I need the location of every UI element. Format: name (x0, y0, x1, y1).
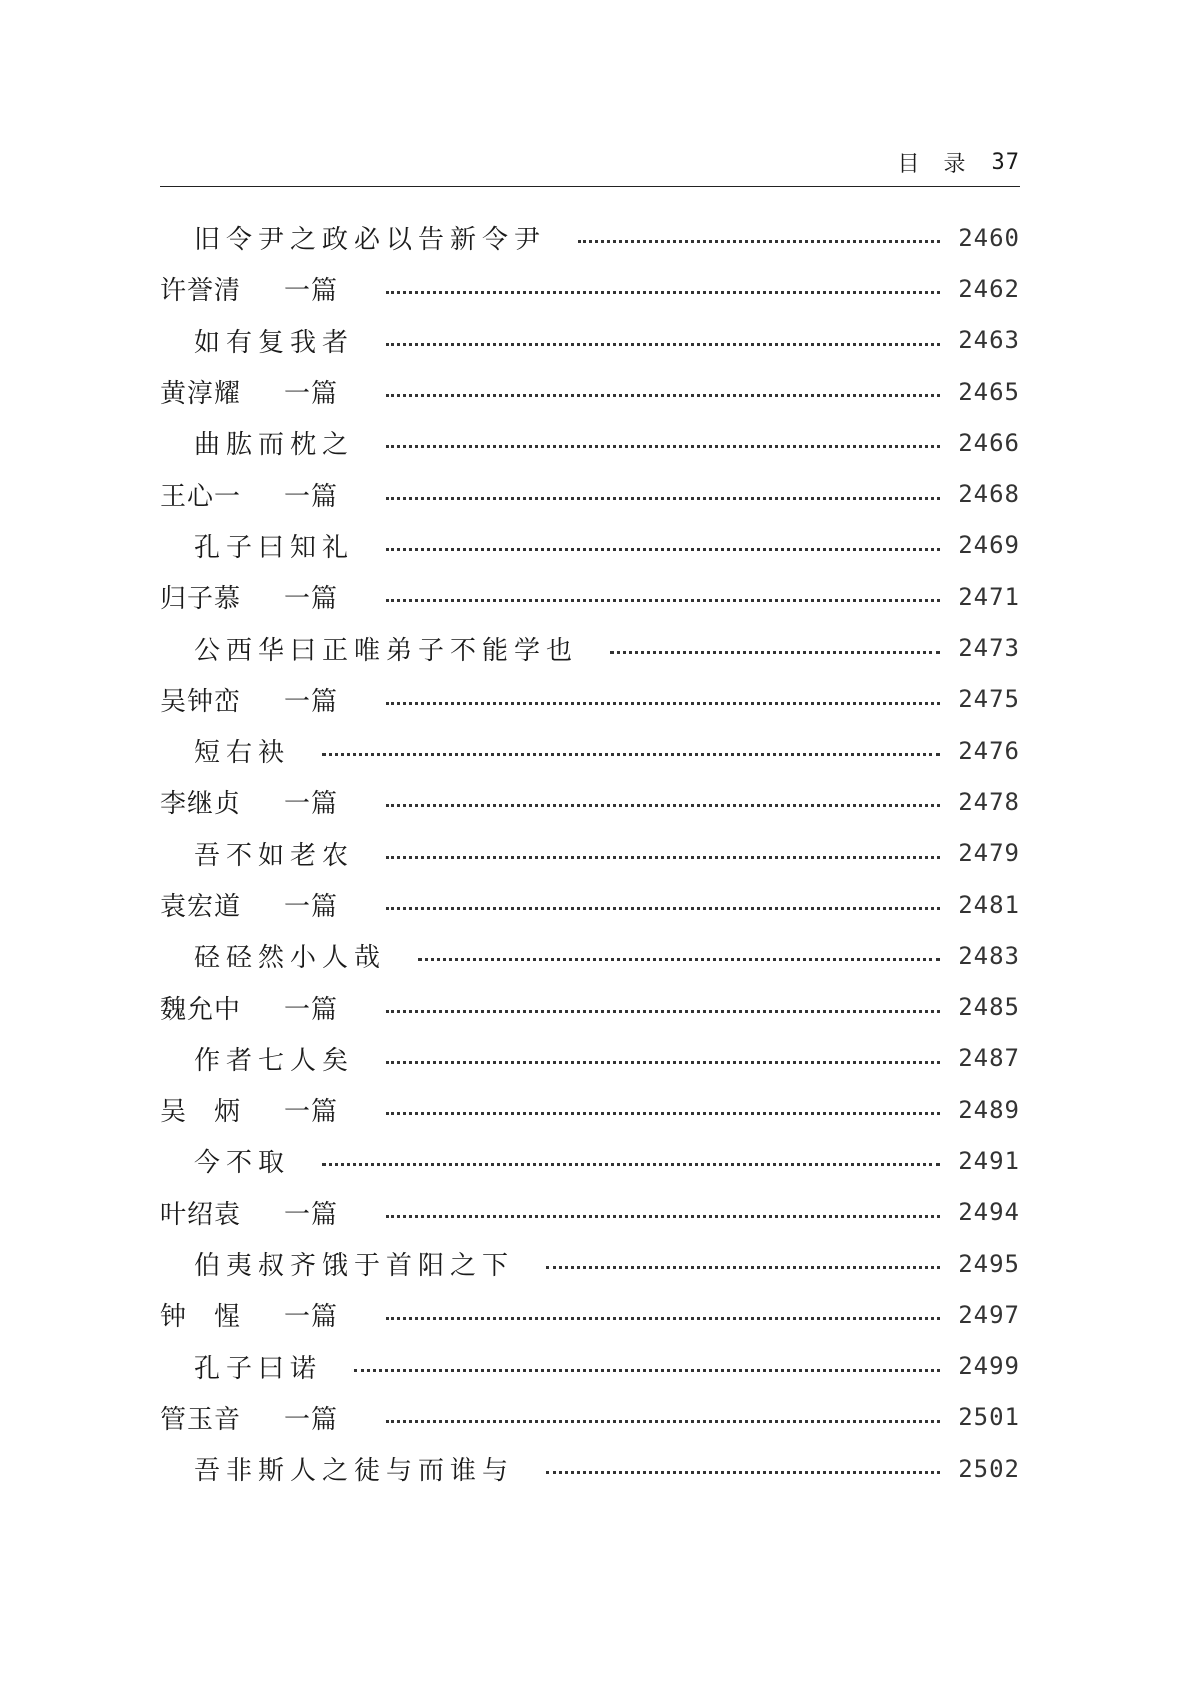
page-number: 2499 (958, 1352, 1020, 1381)
dot-leader (386, 599, 940, 602)
toc-author-entry[interactable] (160, 366, 1020, 417)
toc-author-entry[interactable] (160, 776, 1020, 827)
toc-author-heading (160, 1296, 374, 1333)
work-title: 曲肱而枕之 (194, 430, 355, 461)
toc-author-entry[interactable] (160, 263, 1020, 314)
work-title: 吾不如老农 (194, 840, 355, 871)
dot-leader (610, 651, 940, 654)
piece-count: 一篇 (284, 1404, 339, 1435)
toc-work-entry[interactable] (160, 1443, 1020, 1494)
dot-leader (386, 1215, 940, 1218)
toc-work-entry[interactable] (160, 1238, 1020, 1289)
piece-count: 一篇 (284, 1199, 339, 1230)
dot-leader (386, 1061, 940, 1064)
page-number: 2463 (958, 326, 1020, 355)
work-title: 如有复我者 (194, 327, 355, 358)
toc-work-entry[interactable] (160, 417, 1020, 468)
dot-leader (354, 1369, 940, 1372)
page-number: 2473 (958, 634, 1020, 663)
dot-leader (386, 445, 940, 448)
work-title: 吾非斯人之徒与而谁与 (194, 1456, 515, 1487)
dot-leader (386, 1317, 940, 1320)
dot-leader (546, 1266, 940, 1269)
toc-work-entry[interactable] (160, 622, 1020, 673)
page-number: 2478 (958, 787, 1020, 816)
author-name: 钟 惺 (160, 1302, 242, 1333)
author-name: 管玉音 (160, 1404, 242, 1435)
page-number: 2495 (958, 1249, 1020, 1278)
toc-author-heading (160, 989, 374, 1026)
toc-author-heading (160, 1194, 374, 1231)
piece-count: 一篇 (284, 584, 339, 615)
piece-count: 一篇 (284, 276, 339, 307)
dot-leader (386, 1420, 940, 1423)
page-number: 2465 (958, 377, 1020, 406)
piece-count: 一篇 (284, 789, 339, 820)
toc-author-heading (160, 1399, 374, 1436)
page-number: 2460 (958, 223, 1020, 252)
toc-work-entry[interactable] (160, 725, 1020, 776)
page-number: 2502 (958, 1454, 1020, 1483)
dot-leader (386, 343, 940, 346)
dot-leader (386, 548, 940, 551)
dot-leader (578, 240, 940, 243)
dot-leader (418, 958, 940, 961)
page-number: 2489 (958, 1095, 1020, 1124)
page-number: 2469 (958, 531, 1020, 560)
page-number: 2476 (958, 736, 1020, 765)
toc-author-heading (160, 578, 374, 615)
toc-author-heading (160, 476, 374, 513)
dot-leader (386, 291, 940, 294)
toc-work-entry[interactable] (160, 212, 1020, 263)
dot-leader (322, 753, 940, 756)
dot-leader (546, 1471, 940, 1474)
toc-work-entry[interactable] (160, 1033, 1020, 1084)
toc-author-heading (160, 681, 374, 718)
toc-author-entry[interactable] (160, 1392, 1020, 1443)
piece-count: 一篇 (284, 1097, 339, 1128)
work-title: 孔子曰诺 (194, 1353, 323, 1384)
page-number: 2475 (958, 685, 1020, 714)
work-title: 作者七人矣 (194, 1045, 355, 1076)
dot-leader (386, 394, 940, 397)
work-title: 孔子曰知礼 (194, 532, 355, 563)
dot-leader (386, 1112, 940, 1115)
dot-leader (386, 856, 940, 859)
toc-author-heading (160, 1091, 374, 1128)
toc-work-entry[interactable] (160, 1341, 1020, 1392)
toc-work-entry[interactable] (160, 315, 1020, 366)
toc-author-heading (160, 783, 374, 820)
running-head (160, 144, 1020, 180)
author-name: 黄淳耀 (160, 379, 242, 410)
page-number: 2479 (958, 839, 1020, 868)
page-number: 2468 (958, 480, 1020, 509)
toc-author-heading (160, 373, 374, 410)
toc-work-entry[interactable] (160, 930, 1020, 981)
dot-leader (386, 804, 940, 807)
author-name: 吴 炳 (160, 1097, 242, 1128)
piece-count: 一篇 (284, 994, 339, 1025)
dot-leader (386, 1010, 940, 1013)
work-title: 硁硁然小人哉 (194, 943, 387, 974)
toc-work-entry[interactable] (160, 1135, 1020, 1186)
work-title: 公西华曰正唯弟子不能学也 (194, 635, 579, 666)
piece-count: 一篇 (284, 379, 339, 410)
author-name: 叶绍袁 (160, 1199, 242, 1230)
toc-author-entry[interactable] (160, 468, 1020, 519)
toc-work-entry[interactable] (160, 520, 1020, 571)
dot-leader (386, 702, 940, 705)
toc-author-heading (160, 886, 374, 923)
author-name: 王心一 (160, 481, 242, 512)
author-name: 魏允中 (160, 994, 242, 1025)
page-number: 2485 (958, 993, 1020, 1022)
piece-count: 一篇 (284, 1302, 339, 1333)
work-title: 短右袂 (194, 738, 291, 769)
page-number: 2497 (958, 1300, 1020, 1329)
dot-leader (386, 497, 940, 500)
toc-author-entry[interactable] (160, 571, 1020, 622)
running-head-page-number: 37 (991, 149, 1020, 175)
page-number: 2483 (958, 941, 1020, 970)
toc-author-heading (160, 270, 374, 307)
page-number: 2462 (958, 274, 1020, 303)
toc-author-entry[interactable] (160, 1289, 1020, 1340)
page-number: 2494 (958, 1198, 1020, 1227)
page-number: 2481 (958, 890, 1020, 919)
toc-author-entry[interactable] (160, 981, 1020, 1032)
author-name: 袁宏道 (160, 892, 242, 922)
work-title: 旧令尹之政必以告新令尹 (194, 225, 547, 256)
author-name: 李继贞 (160, 789, 242, 820)
dot-leader (386, 907, 940, 910)
author-name: 归子慕 (160, 584, 242, 615)
page-number: 2501 (958, 1403, 1020, 1432)
toc-author-entry[interactable] (160, 1187, 1020, 1238)
work-title: 今不取 (194, 1148, 291, 1179)
toc-work-entry[interactable] (160, 828, 1020, 879)
header-rule (160, 186, 1020, 187)
page-number: 2491 (958, 1146, 1020, 1175)
toc-author-entry[interactable] (160, 1084, 1020, 1135)
dot-leader (322, 1163, 940, 1166)
piece-count: 一篇 (284, 481, 339, 512)
page-number: 2471 (958, 582, 1020, 611)
toc-author-entry[interactable] (160, 879, 1020, 930)
running-head-section: 目录 (897, 151, 990, 177)
page-number: 2466 (958, 428, 1020, 457)
piece-count: 一篇 (284, 892, 339, 922)
author-name: 许誉清 (160, 276, 242, 307)
work-title: 伯夷叔齐饿于首阳之下 (194, 1251, 515, 1282)
page-number: 2487 (958, 1044, 1020, 1073)
author-name: 吴钟峦 (160, 686, 242, 717)
piece-count: 一篇 (284, 686, 339, 717)
table-of-contents (160, 212, 1020, 1494)
toc-author-entry[interactable] (160, 674, 1020, 725)
